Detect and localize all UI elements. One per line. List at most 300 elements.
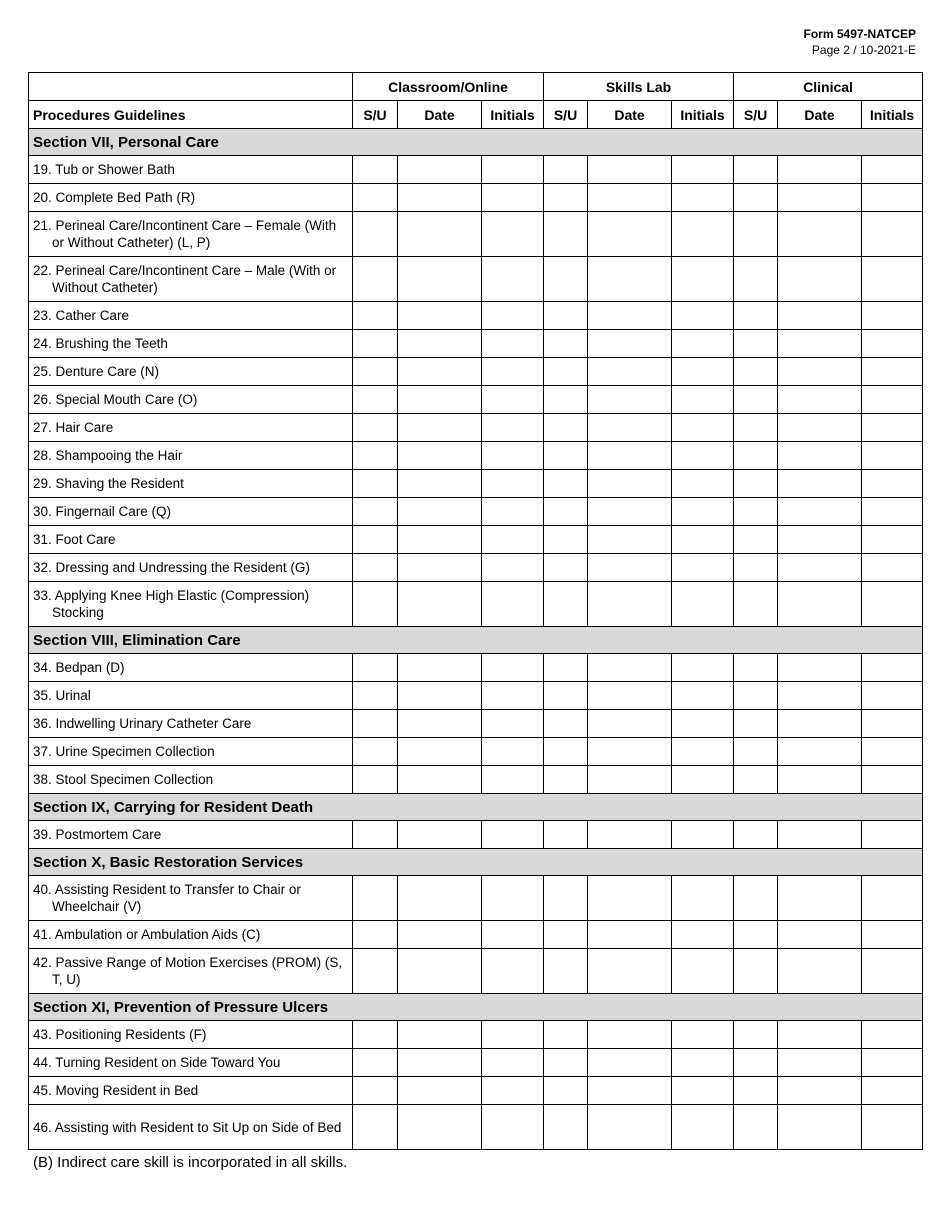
skills-lab-su-field[interactable] — [544, 257, 588, 302]
table-row — [29, 358, 923, 386]
page-number: Page 2 / 10-2021-E — [811, 43, 916, 57]
clinical-su-field[interactable] — [734, 921, 778, 949]
group-clinical: Clinical — [734, 73, 923, 101]
table-row — [29, 498, 923, 526]
procedure-cell — [29, 766, 353, 794]
clinical-date-field[interactable] — [778, 184, 862, 212]
classroom-su-field[interactable] — [353, 257, 398, 302]
procedure-label: 20. Complete Bed Path (R) — [33, 190, 196, 205]
classroom-su-field[interactable] — [353, 302, 398, 330]
classroom-date-field[interactable] — [398, 710, 482, 738]
clinical-initials-field[interactable] — [862, 498, 923, 526]
clinical-su-field[interactable] — [734, 1021, 778, 1049]
skills-lab-initials-field[interactable] — [672, 498, 734, 526]
clinical-initials-field[interactable] — [862, 302, 923, 330]
section-title: Section X, Basic Restoration Services — [29, 849, 923, 876]
classroom-initials-field[interactable] — [482, 212, 544, 257]
clinical-date-field[interactable] — [778, 212, 862, 257]
skills-lab-su-field[interactable] — [544, 654, 588, 682]
procedure-label: 19. Tub or Shower Bath — [33, 162, 175, 177]
skills-lab-date-field[interactable] — [588, 184, 672, 212]
classroom-su-field[interactable] — [353, 330, 398, 358]
clinical-initials-field[interactable] — [862, 358, 923, 386]
clinical-date-field[interactable] — [778, 876, 862, 921]
classroom-su-field[interactable] — [353, 184, 398, 212]
clinical-initials-field[interactable] — [862, 330, 923, 358]
skills-lab-date-field[interactable] — [588, 949, 672, 994]
skills-lab-date-field[interactable] — [588, 876, 672, 921]
clinical-su-field[interactable] — [734, 257, 778, 302]
skills-lab-date-field[interactable] — [588, 156, 672, 184]
skills-lab-date-field[interactable] — [588, 821, 672, 849]
skills-lab-initials-field[interactable] — [672, 766, 734, 794]
classroom-date-field[interactable] — [398, 212, 482, 257]
classroom-date-field[interactable] — [398, 414, 482, 442]
clinical-initials-field[interactable] — [862, 766, 923, 794]
skills-lab-su-field[interactable] — [544, 582, 588, 627]
clinical-initials-field[interactable] — [862, 921, 923, 949]
clinical-date-field[interactable] — [778, 766, 862, 794]
skills-lab-su-field[interactable] — [544, 330, 588, 358]
classroom-date-field[interactable] — [398, 184, 482, 212]
skills-lab-date-field[interactable] — [588, 554, 672, 582]
classroom-su-field[interactable] — [353, 1049, 398, 1077]
classroom-initials-field[interactable] — [482, 156, 544, 184]
procedure-cell — [29, 1021, 353, 1049]
table-row — [29, 302, 923, 330]
classroom-date-field[interactable] — [398, 554, 482, 582]
classroom-date-field[interactable] — [398, 682, 482, 710]
clinical-date-field[interactable] — [778, 554, 862, 582]
classroom-initials-field[interactable] — [482, 582, 544, 627]
classroom-date-field[interactable] — [398, 386, 482, 414]
clinical-date-field[interactable] — [778, 682, 862, 710]
skills-lab-date-field[interactable] — [588, 582, 672, 627]
classroom-initials-field[interactable] — [482, 949, 544, 994]
table-row — [29, 821, 923, 849]
skills-lab-initials-field[interactable] — [672, 582, 734, 627]
procedure-label: 24. Brushing the Teeth — [33, 336, 168, 351]
clinical-initials-field[interactable] — [862, 738, 923, 766]
classroom-su-field[interactable] — [353, 582, 398, 627]
skills-lab-initials-field[interactable] — [672, 1049, 734, 1077]
table-row — [29, 1021, 923, 1049]
skills-lab-initials-field[interactable] — [672, 949, 734, 994]
clinical-initials-field[interactable] — [862, 1077, 923, 1105]
clinical-date-field[interactable] — [778, 1021, 862, 1049]
classroom-date-field[interactable] — [398, 1021, 482, 1049]
skills-lab-su-field[interactable] — [544, 414, 588, 442]
clinical-date-field[interactable] — [778, 710, 862, 738]
blank-corner-cell — [29, 73, 353, 101]
skills-lab-date-field[interactable] — [588, 470, 672, 498]
clinical-date-field[interactable] — [778, 156, 862, 184]
table-row — [29, 682, 923, 710]
table-row — [29, 526, 923, 554]
classroom-su-field[interactable] — [353, 554, 398, 582]
classroom-date-field[interactable] — [398, 654, 482, 682]
skills-lab-su-field[interactable] — [544, 1021, 588, 1049]
classroom-su-field[interactable] — [353, 949, 398, 994]
clinical-su-field[interactable] — [734, 414, 778, 442]
table-row — [29, 156, 923, 184]
classroom-date-field[interactable] — [398, 257, 482, 302]
procedure-label: 35. Urinal — [33, 688, 91, 703]
clinical-date-field[interactable] — [778, 821, 862, 849]
skills-lab-initials-field[interactable] — [672, 1021, 734, 1049]
classroom-initials-field[interactable] — [482, 358, 544, 386]
classroom-initials-field[interactable] — [482, 921, 544, 949]
procedure-cell — [29, 554, 353, 582]
skills-lab-initials-field[interactable] — [672, 738, 734, 766]
classroom-date-field[interactable] — [398, 949, 482, 994]
skills-lab-date-field[interactable] — [588, 766, 672, 794]
classroom-su-field[interactable] — [353, 710, 398, 738]
clinical-initials-field[interactable] — [862, 821, 923, 849]
classroom-date-field[interactable] — [398, 358, 482, 386]
classroom-date-field[interactable] — [398, 302, 482, 330]
clinical-su-field[interactable] — [734, 212, 778, 257]
table-row — [29, 1049, 923, 1077]
skills-lab-initials-field[interactable] — [672, 302, 734, 330]
skills-lab-su-field[interactable] — [544, 386, 588, 414]
skills-lab-date-field[interactable] — [588, 738, 672, 766]
table-row — [29, 470, 923, 498]
su-header: S/U — [734, 101, 778, 129]
skills-lab-su-field[interactable] — [544, 554, 588, 582]
classroom-date-field[interactable] — [398, 582, 482, 627]
classroom-date-field[interactable] — [398, 821, 482, 849]
skills-lab-date-field[interactable] — [588, 1049, 672, 1077]
classroom-initials-field[interactable] — [482, 1105, 544, 1150]
classroom-date-field[interactable] — [398, 738, 482, 766]
clinical-initials-field[interactable] — [862, 1105, 923, 1150]
clinical-su-field[interactable] — [734, 554, 778, 582]
clinical-su-field[interactable] — [734, 654, 778, 682]
classroom-initials-field[interactable] — [482, 710, 544, 738]
classroom-initials-field[interactable] — [482, 330, 544, 358]
clinical-date-field[interactable] — [778, 921, 862, 949]
clinical-initials-field[interactable] — [862, 156, 923, 184]
skills-lab-su-field[interactable] — [544, 876, 588, 921]
procedure-label: 41. Ambulation or Ambulation Aids (C) — [33, 927, 261, 942]
clinical-su-field[interactable] — [734, 358, 778, 386]
clinical-su-field[interactable] — [734, 330, 778, 358]
classroom-su-field[interactable] — [353, 358, 398, 386]
skills-lab-date-field[interactable] — [588, 386, 672, 414]
skills-lab-initials-field[interactable] — [672, 682, 734, 710]
skills-lab-su-field[interactable] — [544, 470, 588, 498]
procedures-table — [28, 72, 923, 1150]
classroom-su-field[interactable] — [353, 212, 398, 257]
clinical-date-field[interactable] — [778, 498, 862, 526]
procedure-label: 39. Postmortem Care — [33, 827, 162, 842]
skills-lab-initials-field[interactable] — [672, 1077, 734, 1105]
clinical-initials-field[interactable] — [862, 710, 923, 738]
skills-lab-su-field[interactable] — [544, 302, 588, 330]
clinical-initials-field[interactable] — [862, 184, 923, 212]
skills-lab-su-field[interactable] — [544, 358, 588, 386]
classroom-initials-field[interactable] — [482, 386, 544, 414]
classroom-su-field[interactable] — [353, 1077, 398, 1105]
clinical-date-field[interactable] — [778, 358, 862, 386]
classroom-initials-field[interactable] — [482, 1049, 544, 1077]
clinical-initials-field[interactable] — [862, 582, 923, 627]
skills-lab-date-field[interactable] — [588, 654, 672, 682]
clinical-date-field[interactable] — [778, 1105, 862, 1150]
classroom-initials-field[interactable] — [482, 766, 544, 794]
classroom-initials-field[interactable] — [482, 821, 544, 849]
procedure-cell — [29, 442, 353, 470]
clinical-initials-field[interactable] — [862, 526, 923, 554]
classroom-su-field[interactable] — [353, 414, 398, 442]
skills-lab-date-field[interactable] — [588, 302, 672, 330]
skills-lab-date-field[interactable] — [588, 682, 672, 710]
skills-lab-initials-field[interactable] — [672, 921, 734, 949]
clinical-date-field[interactable] — [778, 330, 862, 358]
skills-lab-initials-field[interactable] — [672, 386, 734, 414]
clinical-date-field[interactable] — [778, 302, 862, 330]
clinical-su-field[interactable] — [734, 470, 778, 498]
skills-lab-initials-field[interactable] — [672, 1105, 734, 1150]
classroom-date-field[interactable] — [398, 156, 482, 184]
clinical-su-field[interactable] — [734, 442, 778, 470]
classroom-su-field[interactable] — [353, 766, 398, 794]
clinical-su-field[interactable] — [734, 1105, 778, 1150]
skills-lab-date-field[interactable] — [588, 257, 672, 302]
clinical-su-field[interactable] — [734, 498, 778, 526]
skills-lab-su-field[interactable] — [544, 498, 588, 526]
classroom-initials-field[interactable] — [482, 682, 544, 710]
clinical-su-field[interactable] — [734, 156, 778, 184]
classroom-initials-field[interactable] — [482, 554, 544, 582]
skills-lab-initials-field[interactable] — [672, 414, 734, 442]
procedure-cell — [29, 498, 353, 526]
clinical-date-field[interactable] — [778, 738, 862, 766]
skills-lab-date-field[interactable] — [588, 1021, 672, 1049]
classroom-date-field[interactable] — [398, 766, 482, 794]
clinical-date-field[interactable] — [778, 1049, 862, 1077]
classroom-initials-field[interactable] — [482, 302, 544, 330]
clinical-su-field[interactable] — [734, 386, 778, 414]
skills-lab-su-field[interactable] — [544, 682, 588, 710]
group-header-row — [29, 73, 923, 101]
clinical-date-field[interactable] — [778, 386, 862, 414]
skills-lab-initials-field[interactable] — [672, 554, 734, 582]
classroom-su-field[interactable] — [353, 526, 398, 554]
skills-lab-su-field[interactable] — [544, 442, 588, 470]
classroom-su-field[interactable] — [353, 738, 398, 766]
initials-header: Initials — [672, 101, 734, 129]
classroom-su-field[interactable] — [353, 470, 398, 498]
clinical-su-field[interactable] — [734, 582, 778, 627]
procedure-label: 30. Fingernail Care (Q) — [33, 504, 172, 519]
skills-lab-su-field[interactable] — [544, 710, 588, 738]
skills-lab-date-field[interactable] — [588, 1077, 672, 1105]
clinical-su-field[interactable] — [734, 526, 778, 554]
clinical-initials-field[interactable] — [862, 442, 923, 470]
skills-lab-date-field[interactable] — [588, 710, 672, 738]
clinical-date-field[interactable] — [778, 442, 862, 470]
group-classroom-online: Classroom/Online — [353, 73, 544, 101]
clinical-initials-field[interactable] — [862, 212, 923, 257]
table-row — [29, 710, 923, 738]
clinical-date-field[interactable] — [778, 582, 862, 627]
skills-lab-su-field[interactable] — [544, 1077, 588, 1105]
clinical-su-field[interactable] — [734, 738, 778, 766]
clinical-initials-field[interactable] — [862, 682, 923, 710]
classroom-su-field[interactable] — [353, 498, 398, 526]
classroom-su-field[interactable] — [353, 682, 398, 710]
clinical-date-field[interactable] — [778, 414, 862, 442]
procedure-label: 31. Foot Care — [33, 532, 116, 547]
skills-lab-su-field[interactable] — [544, 184, 588, 212]
clinical-su-field[interactable] — [734, 710, 778, 738]
skills-lab-su-field[interactable] — [544, 766, 588, 794]
skills-lab-initials-field[interactable] — [672, 212, 734, 257]
clinical-date-field[interactable] — [778, 526, 862, 554]
procedures-guidelines-header: Procedures Guidelines — [29, 101, 353, 129]
skills-lab-su-field[interactable] — [544, 821, 588, 849]
table-row — [29, 766, 923, 794]
skills-lab-su-field[interactable] — [544, 1105, 588, 1150]
skills-lab-initials-field[interactable] — [672, 257, 734, 302]
skills-lab-date-field[interactable] — [588, 498, 672, 526]
classroom-su-field[interactable] — [353, 1021, 398, 1049]
classroom-su-field[interactable] — [353, 1105, 398, 1150]
skills-lab-su-field[interactable] — [544, 738, 588, 766]
clinical-initials-field[interactable] — [862, 1049, 923, 1077]
clinical-su-field[interactable] — [734, 1049, 778, 1077]
skills-lab-su-field[interactable] — [544, 949, 588, 994]
skills-lab-date-field[interactable] — [588, 330, 672, 358]
classroom-su-field[interactable] — [353, 921, 398, 949]
clinical-initials-field[interactable] — [862, 414, 923, 442]
clinical-date-field[interactable] — [778, 654, 862, 682]
procedure-label: 26. Special Mouth Care (O) — [33, 392, 198, 407]
classroom-su-field[interactable] — [353, 442, 398, 470]
classroom-su-field[interactable] — [353, 821, 398, 849]
clinical-su-field[interactable] — [734, 876, 778, 921]
procedure-label: 40. Assisting Resident to Transfer to Chair or Wheelchair (V) — [33, 882, 301, 914]
skills-lab-date-field[interactable] — [588, 442, 672, 470]
clinical-date-field[interactable] — [778, 470, 862, 498]
procedure-label: 38. Stool Specimen Collection — [33, 772, 214, 787]
classroom-su-field[interactable] — [353, 156, 398, 184]
skills-lab-date-field[interactable] — [588, 526, 672, 554]
clinical-initials-field[interactable] — [862, 554, 923, 582]
classroom-date-field[interactable] — [398, 470, 482, 498]
clinical-initials-field[interactable] — [862, 1021, 923, 1049]
classroom-initials-field[interactable] — [482, 1021, 544, 1049]
classroom-initials-field[interactable] — [482, 498, 544, 526]
classroom-initials-field[interactable] — [482, 654, 544, 682]
clinical-initials-field[interactable] — [862, 470, 923, 498]
skills-lab-su-field[interactable] — [544, 1049, 588, 1077]
skills-lab-su-field[interactable] — [544, 156, 588, 184]
procedure-cell — [29, 1077, 353, 1105]
classroom-initials-field[interactable] — [482, 738, 544, 766]
classroom-date-field[interactable] — [398, 442, 482, 470]
skills-lab-initials-field[interactable] — [672, 156, 734, 184]
skills-lab-date-field[interactable] — [588, 414, 672, 442]
skills-lab-initials-field[interactable] — [672, 821, 734, 849]
classroom-date-field[interactable] — [398, 526, 482, 554]
skills-lab-date-field[interactable] — [588, 212, 672, 257]
clinical-initials-field[interactable] — [862, 654, 923, 682]
skills-lab-initials-field[interactable] — [672, 526, 734, 554]
classroom-initials-field[interactable] — [482, 1077, 544, 1105]
skills-lab-su-field[interactable] — [544, 526, 588, 554]
table-row — [29, 330, 923, 358]
procedure-cell — [29, 358, 353, 386]
skills-lab-date-field[interactable] — [588, 358, 672, 386]
clinical-date-field[interactable] — [778, 1077, 862, 1105]
skills-lab-su-field[interactable] — [544, 212, 588, 257]
classroom-su-field[interactable] — [353, 386, 398, 414]
classroom-initials-field[interactable] — [482, 442, 544, 470]
classroom-date-field[interactable] — [398, 876, 482, 921]
procedure-label: 36. Indwelling Urinary Catheter Care — [33, 716, 252, 731]
classroom-initials-field[interactable] — [482, 876, 544, 921]
initials-header: Initials — [862, 101, 923, 129]
skills-lab-initials-field[interactable] — [672, 358, 734, 386]
classroom-date-field[interactable] — [398, 1049, 482, 1077]
classroom-initials-field[interactable] — [482, 470, 544, 498]
classroom-initials-field[interactable] — [482, 414, 544, 442]
clinical-initials-field[interactable] — [862, 949, 923, 994]
clinical-initials-field[interactable] — [862, 386, 923, 414]
group-skills-lab: Skills Lab — [544, 73, 734, 101]
skills-lab-initials-field[interactable] — [672, 184, 734, 212]
classroom-initials-field[interactable] — [482, 184, 544, 212]
procedure-label: 23. Cather Care — [33, 308, 130, 323]
classroom-su-field[interactable] — [353, 654, 398, 682]
clinical-initials-field[interactable] — [862, 876, 923, 921]
skills-lab-initials-field[interactable] — [672, 876, 734, 921]
clinical-su-field[interactable] — [734, 821, 778, 849]
skills-lab-initials-field[interactable] — [672, 710, 734, 738]
skills-lab-initials-field[interactable] — [672, 654, 734, 682]
skills-lab-initials-field[interactable] — [672, 442, 734, 470]
skills-lab-initials-field[interactable] — [672, 470, 734, 498]
procedure-label: 33. Applying Knee High Elastic (Compression) Stocking — [33, 588, 310, 620]
clinical-date-field[interactable] — [778, 257, 862, 302]
skills-lab-date-field[interactable] — [588, 921, 672, 949]
clinical-initials-field[interactable] — [862, 257, 923, 302]
classroom-date-field[interactable] — [398, 1105, 482, 1150]
classroom-date-field[interactable] — [398, 330, 482, 358]
classroom-date-field[interactable] — [398, 498, 482, 526]
clinical-su-field[interactable] — [734, 184, 778, 212]
table-row — [29, 212, 923, 257]
skills-lab-date-field[interactable] — [588, 1105, 672, 1150]
classroom-date-field[interactable] — [398, 921, 482, 949]
clinical-su-field[interactable] — [734, 949, 778, 994]
classroom-date-field[interactable] — [398, 1077, 482, 1105]
clinical-date-field[interactable] — [778, 949, 862, 994]
clinical-su-field[interactable] — [734, 682, 778, 710]
classroom-initials-field[interactable] — [482, 526, 544, 554]
skills-lab-su-field[interactable] — [544, 921, 588, 949]
classroom-initials-field[interactable] — [482, 257, 544, 302]
clinical-su-field[interactable] — [734, 766, 778, 794]
clinical-su-field[interactable] — [734, 302, 778, 330]
classroom-su-field[interactable] — [353, 876, 398, 921]
procedure-label: 42. Passive Range of Motion Exercises (PROM) (S, T, U) — [33, 955, 343, 987]
skills-lab-initials-field[interactable] — [672, 330, 734, 358]
clinical-su-field[interactable] — [734, 1077, 778, 1105]
